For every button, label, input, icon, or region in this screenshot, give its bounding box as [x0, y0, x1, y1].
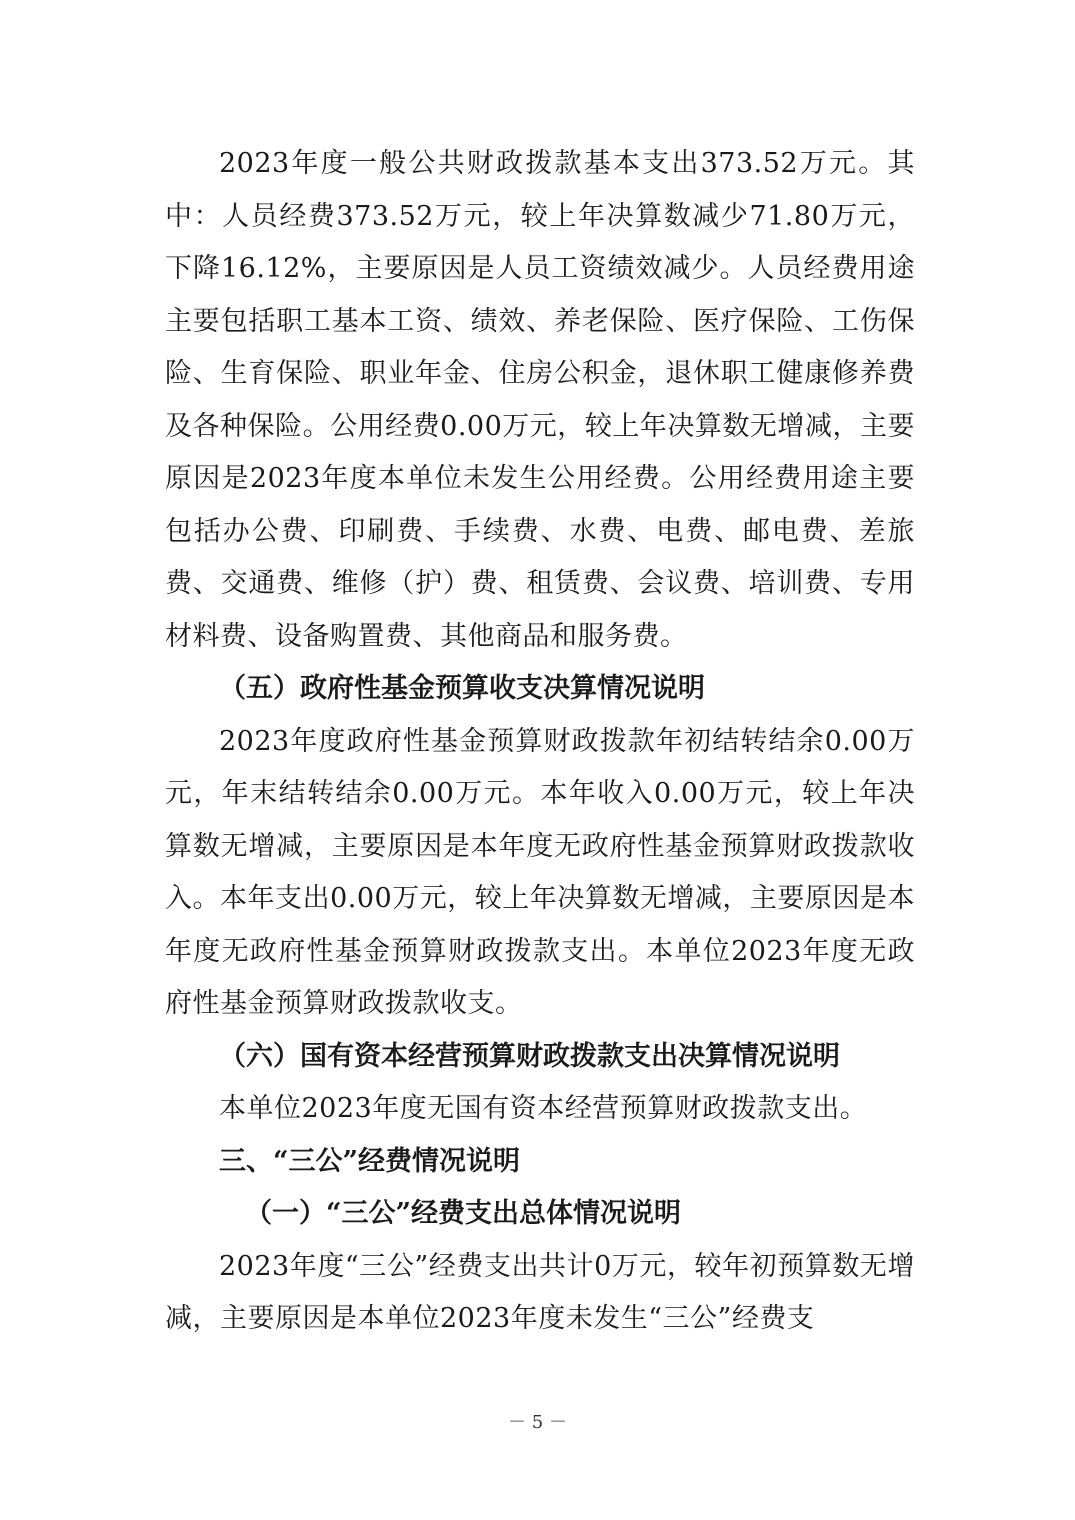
document-body	[165, 138, 915, 1346]
page-number: － 5 －	[508, 1412, 567, 1433]
paragraph-government-fund: 2023年度政府性基金预算财政拨款年初结转结余0.00万元，年末结转结余0.00万元。本年收入0.00万元，较上年决算数无增减，主要原因是本年度无政府性基金预算财政拨款收入。本年支出0.00万元，较上年决算数无增减，主要原因是本年度无政府性基金预算财政拨款支出。本单位2023年度无政府性基金预算财政拨款收支。	[165, 725, 915, 1019]
section-heading-three-public: 三、“三公”经费情况说明	[219, 1145, 521, 1177]
section-heading-state-capital: （六）国有资本经营预算财政拨款支出决算情况说明	[219, 1040, 840, 1072]
paragraph-state-capital: 本单位2023年度无国有资本经营预算财政拨款支出。	[219, 1093, 868, 1124]
paragraph-three-public-overall: 2023年度“三公”经费支出共计0万元，较年初预算数无增减，主要原因是本单位2023年度未发生“三公”经费支	[165, 1250, 915, 1334]
section-heading-government-fund: （五）政府性基金预算收支决算情况说明	[219, 673, 705, 704]
paragraph-basic-expenditure: 2023年度一般公共财政拨款基本支出373.52万元。其中：人员经费373.52万元，较上年决算数减少71.80万元，下降16.12%，主要原因是人员工资绩效减少。人员经费用途主要包括职工基本工资、绩效、养老保险、医疗保险、工伤保险、生育保险、职业年金、住房公积金，退休职工健康修养费及各种保险。公用经费0.00万元，较上年决算数无增减，主要原因是2023年度本单位未发生公用经费。公用经费用途主要包括办公费、印刷费、手续费、水费、电费、邮电费、差旅费、交通费、维修（护）费、租赁费、会议费、培训费、专用材料费、设备购置费、其他商品和服务费。	[165, 148, 915, 652]
subsection-heading-three-public-overall: （一）“三公”经费支出总体情况说明	[245, 1198, 682, 1229]
